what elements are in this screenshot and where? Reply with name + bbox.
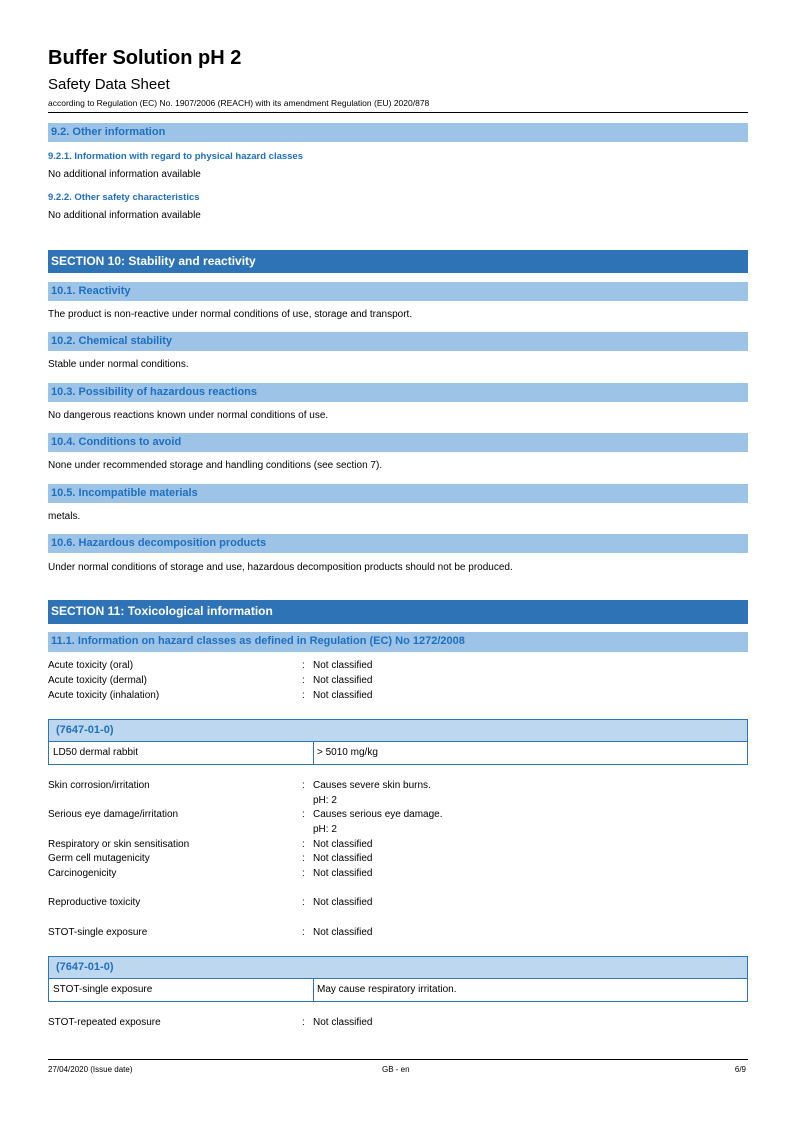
row-value: Not classified — [313, 660, 373, 671]
row-value: Not classified — [313, 675, 373, 686]
row-label: Germ cell mutagenicity — [48, 853, 150, 864]
regulation-note: according to Regulation (EC) No. 1907/2006 (REACH) with its amendment Regulation (EU) 2020/878 — [48, 98, 430, 108]
subsection-10-6 — [48, 534, 748, 553]
section-heading: SECTION 11: Toxicological information — [51, 604, 273, 618]
subsection-11-1 — [48, 632, 748, 652]
row-label: Acute toxicity (inhalation) — [48, 690, 160, 701]
row-label: Reproductive toxicity — [48, 897, 141, 908]
table-cell: May cause respiratory irritation. — [317, 984, 457, 995]
table-row — [49, 979, 747, 1001]
row-label: Skin corrosion/irritation — [48, 780, 150, 791]
row-value: Not classified — [313, 927, 373, 938]
page-number: 6/9 — [734, 1065, 746, 1074]
row-colon: : — [302, 675, 305, 686]
subsection-10-1 — [48, 282, 748, 301]
cell-divider — [313, 979, 314, 1001]
table-header — [49, 720, 747, 742]
row-label: Acute toxicity (oral) — [48, 660, 134, 671]
footer-language: GB - en — [382, 1065, 410, 1074]
row-colon: : — [302, 868, 305, 879]
section-10-header — [48, 250, 748, 273]
footer-divider — [48, 1059, 748, 1060]
subsection-heading: 11.1. Information on hazard classes as defined in Regulation (EC) No 1272/2008 — [51, 635, 465, 647]
row-colon: : — [302, 853, 305, 864]
subsection-heading: 10.5. Incompatible materials — [51, 487, 198, 499]
header-divider — [48, 112, 748, 113]
text-9-2-1: No additional information available — [48, 169, 201, 180]
table-cell: LD50 dermal rabbit — [53, 747, 139, 758]
row-label: STOT-repeated exposure — [48, 1017, 161, 1028]
row-colon: : — [302, 690, 305, 701]
row-value: Not classified — [313, 853, 373, 864]
text-10-4: None under recommended storage and handling conditions (see section 7). — [48, 460, 383, 471]
heading-9-2-1: 9.2.1. Information with regard to physical hazard classes — [48, 151, 303, 162]
subsection-10-3 — [48, 383, 748, 402]
row-colon: : — [302, 1017, 305, 1028]
row-colon: : — [302, 897, 305, 908]
text-10-3: No dangerous reactions known under normal conditions of use. — [48, 410, 329, 421]
table-row — [49, 742, 747, 764]
row-colon: : — [302, 839, 305, 850]
text-10-1: The product is non-reactive under normal conditions of use, storage and transport. — [48, 309, 413, 320]
subsection-heading: 10.6. Hazardous decomposition products — [51, 537, 267, 549]
subsection-heading: 10.1. Reactivity — [51, 285, 131, 297]
table-header — [49, 957, 747, 979]
row-colon: : — [302, 809, 305, 820]
table-cell: > 5010 mg/kg — [317, 747, 378, 758]
row-value: Not classified — [313, 839, 373, 850]
document-subtitle: Safety Data Sheet — [48, 76, 170, 93]
row-value: Not classified — [313, 868, 373, 879]
subsection-heading: 10.3. Possibility of hazardous reactions — [51, 386, 258, 398]
text-9-2-2: No additional information available — [48, 210, 201, 221]
subsection-10-4 — [48, 433, 748, 452]
subsection-heading: 9.2. Other information — [51, 126, 166, 138]
row-colon: : — [302, 927, 305, 938]
acute-toxicity-table — [48, 719, 748, 765]
row-value: Causes serious eye damage. — [313, 809, 443, 820]
row-label: Serious eye damage/irritation — [48, 809, 179, 820]
row-value: Not classified — [313, 1017, 373, 1028]
table-cell: STOT-single exposure — [53, 984, 153, 995]
stot-table — [48, 956, 748, 1002]
row-extra: pH: 2 — [313, 824, 337, 835]
footer-date: 27/04/2020 (Issue date) — [48, 1065, 133, 1074]
row-extra: pH: 2 — [313, 795, 337, 806]
row-value: Not classified — [313, 690, 373, 701]
document-title: Buffer Solution pH 2 — [48, 47, 242, 69]
row-value: Causes severe skin burns. — [313, 780, 431, 791]
row-value: Not classified — [313, 897, 373, 908]
row-colon: : — [302, 660, 305, 671]
row-label: Carcinogenicity — [48, 868, 117, 879]
text-10-6: Under normal conditions of storage and use, hazardous decomposition products should not be produced. — [48, 562, 513, 573]
cas-number: (7647-01-0) — [56, 724, 114, 736]
subsection-heading: 10.4. Conditions to avoid — [51, 436, 182, 448]
subsection-heading: 10.2. Chemical stability — [51, 335, 173, 347]
row-label: STOT-single exposure — [48, 927, 148, 938]
section-11-header — [48, 600, 748, 624]
row-label: Acute toxicity (dermal) — [48, 675, 147, 686]
subsection-10-5 — [48, 484, 748, 503]
text-10-2: Stable under normal conditions. — [48, 359, 189, 370]
text-10-5: metals. — [48, 511, 81, 522]
row-colon: : — [302, 780, 305, 791]
subsection-10-2 — [48, 332, 748, 351]
section-heading: SECTION 10: Stability and reactivity — [51, 254, 256, 268]
cell-divider — [313, 742, 314, 764]
cas-number: (7647-01-0) — [56, 961, 114, 973]
row-label: Respiratory or skin sensitisation — [48, 839, 190, 850]
subsection-9-2 — [48, 123, 748, 142]
heading-9-2-2: 9.2.2. Other safety characteristics — [48, 192, 200, 203]
